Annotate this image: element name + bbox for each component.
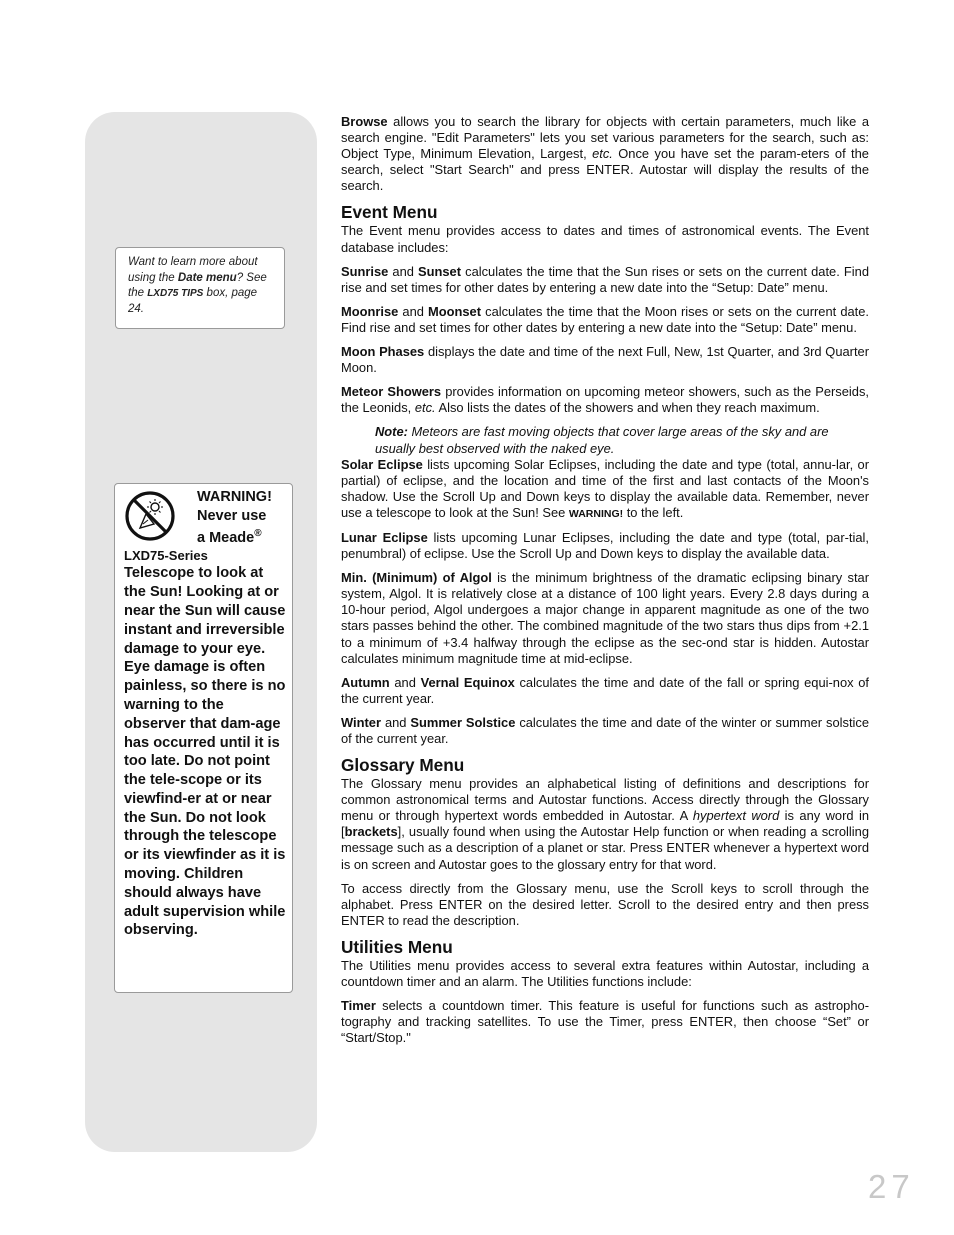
browse-etc: etc.: [592, 146, 613, 162]
lunar-eclipse-paragraph: [341, 530, 869, 562]
sun-warning-box: [114, 483, 293, 993]
solar-eclipse-paragraph: [341, 457, 869, 522]
warning-model: LXD75-Series: [124, 548, 208, 564]
note-label: Note:: [375, 424, 408, 440]
warning-heading: [197, 488, 292, 547]
solar-eclipse-text-b: to the left.: [623, 504, 684, 520]
timer-term: Timer: [341, 998, 376, 1014]
browse-text-b: Once you have set the param-eters of the search, select "Start Search" and press ENTER. Autostar will display the results of the search.: [341, 146, 869, 194]
meteor-text-a: provides information on upcoming meteor showers, such as the Perseids, the Leonids,: [341, 384, 869, 416]
equinox-text: calculates the time and date of the fall or spring equi-nox of the current year.: [341, 674, 870, 706]
glossary-paragraph-1: [341, 776, 869, 873]
meteor-text-b: Also lists the dates of the showers and when they reach maximum.: [435, 400, 820, 416]
autumn-term: Autumn: [341, 674, 390, 690]
glossary-paragraph-2: To access directly from the Glossary menu, use the Scroll keys to scroll through the alphabet. Press ENTER on the desired letter. Scroll to the desired entry and then press ENTER to read the description.: [341, 880, 869, 928]
browse-text-a: allows you to search the library for objects with certain parameters, much like a search engine. "Edit Parameters" lets you set various parameters for the search, such as: Object Type, Minimum Elevation, Largest,: [341, 114, 869, 162]
solar-eclipse-term: Solar Eclipse: [341, 456, 423, 472]
lunar-eclipse-term: Lunar Eclipse: [341, 529, 428, 545]
utilities-menu-heading: Utilities Menu: [341, 936, 453, 957]
moon-phases-paragraph: [341, 344, 869, 376]
moon-phases-term: Moon Phases: [341, 344, 425, 360]
browse-term: Browse: [341, 114, 388, 129]
solstice-and: and: [381, 714, 411, 730]
warning-line-3: [197, 525, 292, 547]
glossary-text-c: ], usually found when using the Autostar Help function or when reading a scrolling message such as a description of a planet or star. Press ENTER whenever a hypertext word is on screen and Autostar goes to the glossary entry for that word.: [341, 824, 869, 872]
event-menu-heading: Event Menu: [341, 202, 438, 223]
solar-eclipse-text-a: lists upcoming Solar Eclipses, including the date and type (total, annu-lar, or partial) of eclipse, and the location and time of the first and last contacts of the Moon's shadow. Use the Scroll Up and Down keys to display the available data. Remember, never use a telescope to look at the Sun! See: [341, 456, 870, 520]
meteor-etc: etc.: [414, 400, 436, 416]
meteor-note: [375, 424, 839, 456]
meteor-term: Meteor Showers: [341, 384, 442, 400]
moon-phases-text: displays the date and time of the next Full, New, 1st Quarter, and 3rd Quarter Moon.: [341, 344, 869, 376]
registered-mark: ®: [254, 528, 262, 539]
timer-paragraph: [341, 998, 869, 1046]
utilities-intro: The Utilities menu provides access to several extra features within Autostar, including a countdown timer and an alarm. The Utilities functions include:: [341, 957, 869, 990]
equinox-and: and: [389, 674, 421, 690]
equinox-paragraph: [341, 675, 869, 707]
meteor-paragraph: [341, 384, 869, 416]
moonrise-term: Moonrise: [341, 303, 399, 319]
brackets-word: brackets: [344, 824, 398, 840]
warning-brand: a Meade: [197, 529, 255, 546]
sunrise-and: and: [388, 263, 419, 279]
tip-text-2: ? See the: [128, 271, 267, 299]
solstice-text: calculates the time and date of the winter or summer solstice of the current year.: [341, 714, 870, 746]
algol-paragraph: [341, 570, 869, 667]
solar-warning-ref: WARNING!: [568, 507, 624, 520]
summer-solstice-term: Summer Solstice: [410, 714, 516, 730]
no-sun-viewing-icon: [124, 490, 176, 542]
moonrise-text: calculates the time that the Moon rises or sets on the current date. Find rise and set times for other dates by entering a new date into the “Setup: Date” menu.: [341, 303, 870, 335]
moonset-term: Moonset: [428, 303, 482, 319]
tip-text-3: box, page 24.: [128, 287, 258, 315]
glossary-menu-heading: Glossary Menu: [341, 755, 465, 776]
timer-text: selects a countdown timer. This feature is useful for functions such as astropho-tography and tracking satellites. To use the Timer, press ENTER, then choose “Set” or “Start/Stop.": [341, 998, 869, 1046]
tip-bold-date-menu: Date menu: [177, 271, 237, 284]
sunset-term: Sunset: [418, 263, 462, 279]
tip-text-1: Want to learn more about using the: [128, 256, 258, 284]
warning-title: WARNING!: [197, 489, 272, 505]
lunar-eclipse-text: lists upcoming Lunar Eclipses, including the date and type (total, par-tial, penumbral) of eclipse. Use the Scroll Up and Down keys to display the available data.: [341, 529, 869, 562]
tip-bold-lxd75-tips: LXD75 TIPS: [147, 288, 204, 299]
event-menu-intro: The Event menu provides access to dates and times of astronomical events. The Event database includes:: [341, 223, 869, 255]
page-number: 27: [868, 1168, 915, 1205]
glossary-text-b: is any word in [: [341, 808, 869, 840]
warning-line-2: Never use: [197, 507, 267, 524]
hypertext-word: hypertext word: [692, 808, 780, 824]
warning-body: Telescope to look at the Sun! Looking at or near the Sun will cause instant and irreversible damage to your eye. Eye damage is often painless, so there is no warning to the observer that dam-age has occurred until it is too late. Do not point the tele-scope or its viewfind-er at or near the Sun. Do not look through the telescope or its viewfinder as it is moving. Children should always have adult supervision while observing.: [124, 565, 286, 939]
winter-term: Winter: [341, 714, 381, 730]
sunrise-text: calculates the time that the Sun rises or sets on the current date. Find rise and set times for other dates by entering a new date into the “Setup: Date” menu.: [341, 263, 869, 295]
main-content: [341, 114, 869, 1054]
algol-term: Min. (Minimum) of Algol: [341, 570, 492, 586]
vernal-equinox-term: Vernal Equinox: [420, 674, 515, 690]
glossary-text-a: The Glossary menu provides an alphabetical listing of definitions and descriptions for common astronomical terms and Autostar functions. Access directly through the Glossary menu or through hypertext words embedded in Autostar. A: [341, 776, 869, 824]
solstice-paragraph: [341, 715, 869, 747]
sunrise-term: Sunrise: [341, 263, 389, 279]
moonrise-paragraph: [341, 304, 869, 336]
algol-text: is the minimum brightness of the dramatic eclipsing binary star system, Algol. It is relatively close at a distance of 100 light years. Every 2.8 days during a 10-hour period, Algol undergoes a major change in apparent magnitude as one of the two stars passes behind the other. The combined magnitude of the two stars thus dips from +2.1 to a minimum of +3.4 halfway through the eclipse as the sec-ond star is hidden. Autostar calculates minimum magnitude time at mid-eclipse.: [341, 570, 869, 666]
date-menu-tip-box: [115, 247, 285, 329]
moonrise-and: and: [398, 303, 429, 319]
browse-paragraph: [341, 114, 869, 194]
note-text: Meteors are fast moving objects that cover large areas of the sky and are usually best observed with the naked eye.: [375, 424, 829, 456]
sunrise-paragraph: [341, 264, 869, 296]
